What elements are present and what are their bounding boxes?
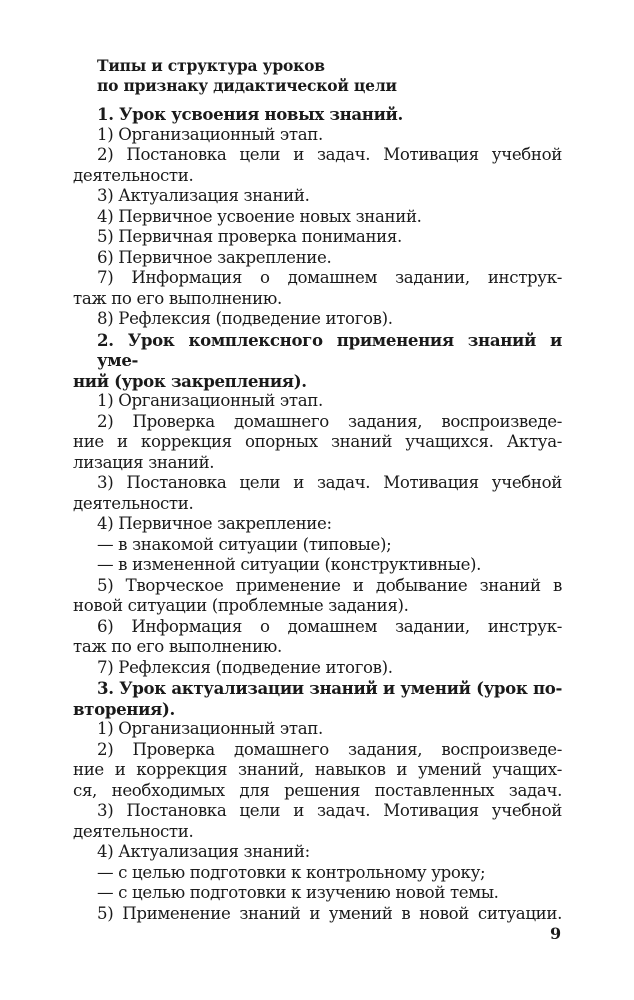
text-line: деятельности. [73, 821, 194, 841]
text-line: деятельности. [73, 165, 194, 185]
text-line: — в измененной ситуации (конструктивные). [97, 555, 482, 574]
text-line: таж по его выполнению. [73, 288, 282, 308]
text-line: 5) Первичная проверка понимания. [97, 227, 402, 246]
text-line: — с целью подготовки к контрольному уроку; [97, 862, 486, 882]
text-line: 4) Актуализация знаний: [97, 842, 310, 861]
text-line: деятельности. [73, 493, 194, 513]
text-line: 4) Первичное закрепление: [97, 514, 332, 533]
text-line: 7) Информация о домашнем задании, инструк- [97, 268, 562, 287]
page-number: 9 [550, 924, 562, 943]
text-line: 2) Проверка домашнего задания, воспроизведе- [97, 411, 562, 431]
text-line: ся, необходимых для решения поставленных задач. [73, 780, 562, 800]
text-line: 8) Рефлексия (подведение итогов). [97, 309, 393, 328]
text-line: ние и коррекция опорных знаний учащихся. Актуа- [73, 432, 562, 451]
title-line-2: по признаку дидактической цели [97, 76, 397, 95]
text-line: 6) Информация о домашнем задании, инструк- [97, 616, 562, 636]
text-line: 1) Организационный этап. [97, 124, 323, 144]
text-line: 3) Постановка цели и задач. Мотивация учебной [97, 801, 562, 820]
text-line: 3) Постановка цели и задач. Мотивация учебной [97, 473, 562, 492]
section-heading-line: ний (урок закрепления). [73, 370, 307, 391]
document-page [73, 56, 562, 924]
section-heading-line: 3. Урок актуализации знаний и умений (урок по- [97, 678, 562, 698]
text-line: ние и коррекция знаний, навыков и умений учащих- [73, 760, 562, 779]
section-heading-line: 2. Урок комплексного применения знаний и уме- [97, 329, 562, 370]
text-line: 2) Проверка домашнего задания, воспроизведе- [97, 739, 562, 759]
text-line: 1) Организационный этап. [97, 391, 323, 410]
page-title [97, 56, 562, 96]
title-line-1: Типы и структура уроков [97, 56, 325, 75]
text-line: 7) Рефлексия (подведение итогов). [97, 657, 393, 677]
section-heading-line: вторения). [73, 698, 175, 719]
text-line: таж по его выполнению. [73, 637, 282, 656]
text-line: 5) Применение знаний и умений в новой ситуации. [97, 903, 562, 923]
text-line: 3) Актуализация знаний. [97, 186, 310, 205]
text-line: новой ситуации (проблемные задания). [73, 596, 409, 615]
text-line: — в знакомой ситуации (типовые); [97, 534, 392, 554]
text-line: 4) Первичное усвоение новых знаний. [97, 206, 422, 226]
text-line: 5) Творческое применение и добывание знаний в [97, 575, 562, 595]
text-line: 6) Первичное закрепление. [97, 247, 332, 267]
document-body [73, 104, 562, 924]
text-line: лизация знаний. [73, 452, 215, 472]
text-line: — с целью подготовки к изучению новой темы. [97, 883, 499, 902]
text-line: 2) Постановка цели и задач. Мотивация учебной [97, 145, 562, 164]
text-line: 1) Организационный этап. [97, 719, 323, 738]
section-heading-line: 1. Урок усвоения новых знаний. [97, 104, 403, 124]
